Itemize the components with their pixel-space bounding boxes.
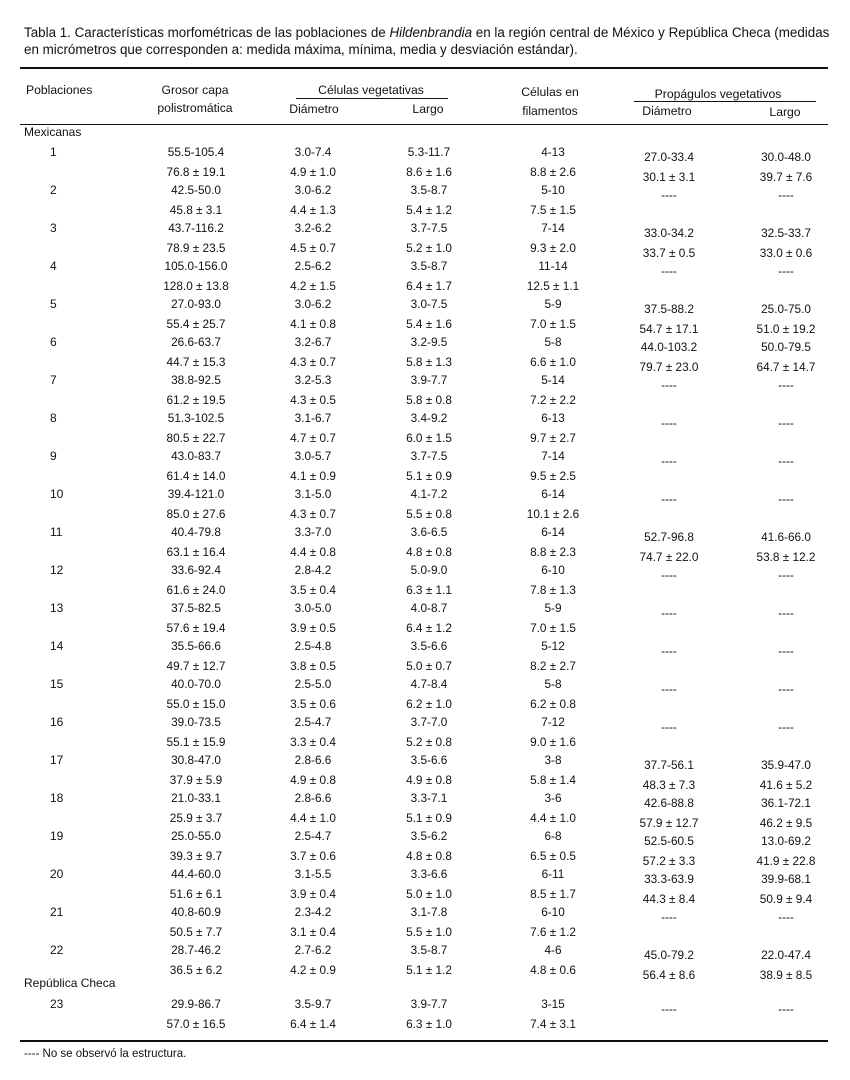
table-cell-diam-mean: 4.4 ± 0.8 bbox=[290, 544, 336, 559]
table-cell-grosor-mean: 36.5 ± 6.2 bbox=[169, 962, 223, 977]
table-cell-pdiam-range: 33.3-63.9 bbox=[644, 872, 694, 886]
table-cell-diam-range: 2.7-6.2 bbox=[294, 943, 332, 957]
table-cell-grosor-mean: 57.6 ± 19.4 bbox=[166, 620, 226, 635]
table-cell-fil-range: 6-10 bbox=[541, 563, 565, 577]
header-prop-largo: Largo bbox=[769, 105, 801, 119]
table-cell-largo-range: 3.7-7.5 bbox=[410, 449, 448, 463]
table-cell-diam-range: 2.5-5.0 bbox=[294, 677, 332, 691]
table-cell-diam-mean: 4.9 ± 1.0 bbox=[290, 164, 336, 179]
table-cell-grosor-mean: 61.2 ± 19.5 bbox=[166, 392, 226, 407]
header-celulas-span-line bbox=[296, 98, 448, 99]
table-cell-fil-mean: 4.4 ± 1.0 bbox=[530, 810, 576, 825]
table-cell-pdiam-mean: 56.4 ± 8.6 bbox=[642, 967, 696, 982]
table-cell-fil-range: 6-8 bbox=[544, 829, 562, 843]
table-cell-fil-mean: 4.8 ± 0.6 bbox=[530, 962, 576, 977]
table-cell-diam-range: 2.5-4.8 bbox=[294, 639, 332, 653]
table-cell-plargo-mean: 33.0 ± 0.6 bbox=[759, 245, 813, 260]
table-cell-fil-range: 7-14 bbox=[541, 221, 565, 235]
table-cell-largo-range: 3.9-7.7 bbox=[410, 997, 448, 1011]
table-cell-diam-mean: 4.1 ± 0.8 bbox=[290, 316, 336, 331]
table-cell-pdiam-range: 52.5-60.5 bbox=[644, 834, 694, 848]
population-number: 18 bbox=[50, 791, 64, 805]
table-cell-largo-mean: 5.5 ± 0.8 bbox=[406, 506, 452, 521]
table-cell-diam-range: 3.1-5.0 bbox=[294, 487, 332, 501]
table-cell-fil-mean: 9.5 ± 2.5 bbox=[530, 468, 576, 483]
table-cell-grosor-range: 40.0-70.0 bbox=[171, 677, 221, 691]
table-cell-plargo-range: 50.0-79.5 bbox=[761, 340, 811, 354]
table-cell-plargo-range: ---- bbox=[778, 188, 794, 202]
header-filamentos-line2: filamentos bbox=[522, 104, 578, 118]
table-cell-grosor-range: 40.4-79.8 bbox=[171, 525, 221, 539]
table-cell-largo-mean: 5.5 ± 1.0 bbox=[406, 924, 452, 939]
table-cell-diam-mean: 4.5 ± 0.7 bbox=[290, 240, 336, 255]
table-cell-fil-range: 5-14 bbox=[541, 373, 565, 387]
table-cell-grosor-range: 42.5-50.0 bbox=[171, 183, 221, 197]
table-cell-diam-range: 3.2-6.2 bbox=[294, 221, 332, 235]
table-cell-plargo-range: 22.0-47.4 bbox=[761, 948, 811, 962]
table-cell-largo-range: 3.7-7.0 bbox=[410, 715, 448, 729]
table-cell-fil-range: 11-14 bbox=[538, 259, 568, 273]
table-cell-pdiam-range: 44.0-103.2 bbox=[640, 340, 698, 354]
caption-suffix: en la región central de México y República Checa (medidas en micrómetros que corresponden a: medida máxima, mínima, media y desviación estándar). bbox=[24, 25, 830, 57]
table-cell-diam-range: 3.5-9.7 bbox=[294, 997, 332, 1011]
table-cell-plargo-range: 41.6-66.0 bbox=[761, 530, 811, 544]
table-cell-plargo-range: ---- bbox=[778, 644, 794, 658]
table-cell-grosor-range: 40.8-60.9 bbox=[171, 905, 221, 919]
table-cell-diam-range: 2.5-4.7 bbox=[294, 715, 332, 729]
table-cell-plargo-mean: 39.7 ± 7.6 bbox=[759, 169, 813, 184]
table-cell-plargo-mean: 51.0 ± 19.2 bbox=[756, 321, 816, 336]
table-cell-fil-mean: 5.8 ± 1.4 bbox=[530, 772, 576, 787]
table-cell-grosor-range: 21.0-33.1 bbox=[171, 791, 221, 805]
table-cell-pdiam-range: ---- bbox=[661, 910, 677, 924]
table-cell-fil-mean: 7.8 ± 1.3 bbox=[530, 582, 576, 597]
population-number: 6 bbox=[50, 335, 57, 349]
table-cell-fil-range: 5-12 bbox=[541, 639, 565, 653]
table-cell-fil-range: 6-14 bbox=[541, 525, 565, 539]
table-cell-largo-mean: 5.0 ± 1.0 bbox=[406, 886, 452, 901]
header-poblaciones: Poblaciones bbox=[26, 83, 93, 97]
population-number: 11 bbox=[50, 525, 63, 539]
table-cell-pdiam-range: ---- bbox=[661, 416, 677, 430]
table-cell-diam-mean: 4.2 ± 1.5 bbox=[290, 278, 336, 293]
table-cell-largo-mean: 6.0 ± 1.5 bbox=[406, 430, 452, 445]
table-cell-fil-mean: 8.8 ± 2.3 bbox=[530, 544, 576, 559]
table-cell-diam-range: 2.8-6.6 bbox=[294, 791, 332, 805]
table-cell-diam-range: 2.3-4.2 bbox=[294, 905, 332, 919]
table-cell-plargo-range: ---- bbox=[778, 264, 794, 278]
table-cell-grosor-mean: 85.0 ± 27.6 bbox=[166, 506, 226, 521]
table-cell-fil-range: 3-15 bbox=[541, 997, 565, 1011]
table-cell-grosor-mean: 61.4 ± 14.0 bbox=[166, 468, 226, 483]
table-cell-fil-mean: 7.0 ± 1.5 bbox=[530, 316, 576, 331]
table-cell-fil-range: 5-9 bbox=[544, 297, 562, 311]
table-cell-largo-mean: 5.4 ± 1.6 bbox=[406, 316, 452, 331]
table-cell-grosor-mean: 55.4 ± 25.7 bbox=[166, 316, 226, 331]
table-cell-largo-range: 3.5-6.6 bbox=[410, 639, 448, 653]
table-cell-fil-range: 7-12 bbox=[541, 715, 565, 729]
table-cell-largo-range: 3.3-7.1 bbox=[410, 791, 448, 805]
table-cell-grosor-mean: 55.0 ± 15.0 bbox=[166, 696, 226, 711]
table-cell-diam-range: 3.0-6.2 bbox=[294, 297, 332, 311]
table-cell-grosor-range: 27.0-93.0 bbox=[171, 297, 221, 311]
table-cell-plargo-range: 36.1-72.1 bbox=[761, 796, 811, 810]
table-cell-pdiam-range: 27.0-33.4 bbox=[644, 150, 694, 164]
table-cell-plargo-range: ---- bbox=[778, 568, 794, 582]
table-cell-largo-range: 3.3-6.6 bbox=[410, 867, 448, 881]
header-prop-diametro: Diámetro bbox=[642, 104, 692, 118]
table-cell-fil-mean: 7.6 ± 1.2 bbox=[530, 924, 576, 939]
table-cell-pdiam-range: ---- bbox=[661, 682, 677, 696]
table-cell-grosor-range: 43.0-83.7 bbox=[171, 449, 221, 463]
table-cell-largo-range: 3.5-6.6 bbox=[410, 753, 448, 767]
table-cell-pdiam-range: ---- bbox=[661, 606, 677, 620]
table-cell-fil-mean: 7.4 ± 3.1 bbox=[530, 1016, 576, 1031]
table-cell-fil-range: 5-9 bbox=[544, 601, 562, 615]
table-cell-diam-mean: 4.2 ± 0.9 bbox=[290, 962, 336, 977]
table-cell-grosor-mean: 25.9 ± 3.7 bbox=[169, 810, 223, 825]
table-cell-plargo-range: ---- bbox=[778, 492, 794, 506]
table-cell-largo-mean: 5.1 ± 0.9 bbox=[406, 810, 452, 825]
table-cell-fil-range: 6-11 bbox=[541, 867, 565, 881]
header-diametro: Diámetro bbox=[289, 102, 339, 116]
table-cell-largo-range: 3.9-7.7 bbox=[410, 373, 448, 387]
table-cell-largo-mean: 5.8 ± 1.3 bbox=[406, 354, 452, 369]
table-cell-largo-mean: 5.4 ± 1.2 bbox=[406, 202, 452, 217]
population-number: 3 bbox=[50, 221, 57, 235]
table-cell-grosor-range: 51.3-102.5 bbox=[167, 411, 225, 425]
table-cell-pdiam-mean: 33.7 ± 0.5 bbox=[642, 245, 696, 260]
table-cell-grosor-range: 39.4-121.0 bbox=[167, 487, 225, 501]
population-number: 22 bbox=[50, 943, 64, 957]
table-cell-fil-range: 6-10 bbox=[541, 905, 565, 919]
table-cell-grosor-mean: 63.1 ± 16.4 bbox=[166, 544, 226, 559]
population-number: 13 bbox=[50, 601, 64, 615]
table-cell-diam-range: 3.2-6.7 bbox=[294, 335, 332, 349]
table-cell-diam-range: 2.5-6.2 bbox=[294, 259, 332, 273]
table-cell-grosor-mean: 128.0 ± 13.8 bbox=[163, 278, 229, 293]
table-cell-largo-mean: 6.4 ± 1.7 bbox=[406, 278, 452, 293]
header-largo: Largo bbox=[412, 102, 444, 116]
table-cell-largo-range: 4.0-8.7 bbox=[410, 601, 448, 615]
table-cell-plargo-range: ---- bbox=[778, 1002, 794, 1016]
table-cell-pdiam-mean: 54.7 ± 17.1 bbox=[639, 321, 699, 336]
table-cell-grosor-mean: 49.7 ± 12.7 bbox=[166, 658, 226, 673]
table-cell-largo-range: 5.3-11.7 bbox=[407, 145, 451, 159]
table-cell-plargo-range: 30.0-48.0 bbox=[761, 150, 811, 164]
table-cell-diam-mean: 4.7 ± 0.7 bbox=[290, 430, 336, 445]
table-cell-largo-range: 4.7-8.4 bbox=[410, 677, 448, 691]
group-mexicanas: Mexicanas bbox=[24, 125, 82, 139]
table-cell-pdiam-range: ---- bbox=[661, 264, 677, 278]
table-cell-pdiam-mean: 48.3 ± 7.3 bbox=[642, 777, 696, 792]
table-cell-grosor-range: 26.6-63.7 bbox=[171, 335, 221, 349]
population-number: 4 bbox=[50, 259, 57, 273]
table-cell-largo-mean: 5.1 ± 0.9 bbox=[406, 468, 452, 483]
table-cell-fil-range: 6-13 bbox=[541, 411, 565, 425]
table-cell-largo-mean: 6.4 ± 1.2 bbox=[406, 620, 452, 635]
population-number: 2 bbox=[50, 183, 57, 197]
table-cell-pdiam-mean: 57.9 ± 12.7 bbox=[639, 815, 699, 830]
table-cell-pdiam-range: ---- bbox=[661, 1002, 677, 1016]
population-number: 15 bbox=[50, 677, 64, 691]
table-cell-diam-range: 3.0-5.7 bbox=[294, 449, 332, 463]
header-celulas-vegetativas: Células vegetativas bbox=[318, 83, 424, 97]
table-cell-largo-range: 3.4-9.2 bbox=[410, 411, 448, 425]
table-cell-largo-range: 3.5-8.7 bbox=[410, 259, 448, 273]
group-republica-checa: República Checa bbox=[24, 976, 116, 990]
table-cell-fil-mean: 10.1 ± 2.6 bbox=[526, 506, 580, 521]
table-cell-grosor-mean: 50.5 ± 7.7 bbox=[169, 924, 223, 939]
table-cell-pdiam-range: 37.5-88.2 bbox=[644, 302, 694, 316]
table-cell-diam-mean: 3.3 ± 0.4 bbox=[290, 734, 336, 749]
table-cell-fil-range: 3-8 bbox=[544, 753, 562, 767]
table-cell-plargo-mean: 38.9 ± 8.5 bbox=[759, 967, 813, 982]
table-cell-largo-range: 3.5-6.2 bbox=[410, 829, 448, 843]
table-cell-fil-mean: 7.5 ± 1.5 bbox=[530, 202, 576, 217]
table-cell-diam-mean: 3.7 ± 0.6 bbox=[290, 848, 336, 863]
table-cell-plargo-range: ---- bbox=[778, 720, 794, 734]
table-top-rule bbox=[20, 67, 828, 69]
table-cell-diam-range: 2.5-4.7 bbox=[294, 829, 332, 843]
table-cell-largo-range: 4.1-7.2 bbox=[410, 487, 448, 501]
table-cell-largo-range: 3.5-8.7 bbox=[410, 183, 448, 197]
table-cell-fil-range: 5-8 bbox=[544, 677, 562, 691]
table-cell-fil-mean: 9.7 ± 2.7 bbox=[530, 430, 576, 445]
table-cell-plargo-mean: 64.7 ± 14.7 bbox=[756, 359, 816, 374]
table-cell-largo-mean: 4.9 ± 0.8 bbox=[406, 772, 452, 787]
table-cell-grosor-mean: 76.8 ± 19.1 bbox=[166, 164, 226, 179]
table-cell-plargo-range: 35.9-47.0 bbox=[761, 758, 811, 772]
table-cell-fil-mean: 12.5 ± 1.1 bbox=[526, 278, 580, 293]
table-cell-largo-range: 3.2-9.5 bbox=[410, 335, 448, 349]
table-cell-fil-range: 4-6 bbox=[544, 943, 562, 957]
table-cell-fil-mean: 6.6 ± 1.0 bbox=[530, 354, 576, 369]
table-cell-pdiam-mean: 74.7 ± 22.0 bbox=[639, 549, 699, 564]
table-cell-fil-mean: 8.8 ± 2.6 bbox=[530, 164, 576, 179]
table-cell-diam-mean: 3.1 ± 0.4 bbox=[290, 924, 336, 939]
table-cell-fil-range: 5-8 bbox=[544, 335, 562, 349]
table-cell-plargo-range: 32.5-33.7 bbox=[761, 226, 811, 240]
table-cell-largo-mean: 5.2 ± 0.8 bbox=[406, 734, 452, 749]
table-cell-fil-range: 3-6 bbox=[544, 791, 562, 805]
table-cell-grosor-mean: 37.9 ± 5.9 bbox=[169, 772, 223, 787]
table-cell-plargo-range: ---- bbox=[778, 454, 794, 468]
table-cell-grosor-range: 35.5-66.6 bbox=[171, 639, 221, 653]
table-cell-largo-range: 3.0-7.5 bbox=[410, 297, 448, 311]
population-number: 7 bbox=[50, 373, 57, 387]
table-cell-grosor-range: 44.4-60.0 bbox=[171, 867, 221, 881]
table-cell-grosor-mean: 55.1 ± 15.9 bbox=[166, 734, 226, 749]
population-number: 19 bbox=[50, 829, 64, 843]
table-cell-diam-mean: 3.8 ± 0.5 bbox=[290, 658, 336, 673]
table-cell-fil-range: 6-14 bbox=[541, 487, 565, 501]
table-cell-largo-range: 3.6-6.5 bbox=[410, 525, 448, 539]
table-cell-grosor-range: 25.0-55.0 bbox=[171, 829, 221, 843]
table-cell-largo-mean: 5.2 ± 1.0 bbox=[406, 240, 452, 255]
table-cell-plargo-mean: 46.2 ± 9.5 bbox=[759, 815, 813, 830]
population-number: 5 bbox=[50, 297, 57, 311]
table-cell-plargo-range: 39.9-68.1 bbox=[761, 872, 811, 886]
caption-genus: Hildenbrandia bbox=[389, 25, 473, 40]
table-cell-fil-range: 7-14 bbox=[541, 449, 565, 463]
table-cell-pdiam-mean: 44.3 ± 8.4 bbox=[642, 891, 696, 906]
header-filamentos-line1: Células en bbox=[521, 85, 579, 99]
table-cell-diam-range: 3.1-5.5 bbox=[294, 867, 332, 881]
table-cell-largo-range: 3.7-7.5 bbox=[410, 221, 448, 235]
table-cell-pdiam-range: 42.6-88.8 bbox=[644, 796, 694, 810]
table-cell-largo-mean: 6.3 ± 1.1 bbox=[406, 582, 452, 597]
table-cell-grosor-range: 33.6-92.4 bbox=[171, 563, 221, 577]
table-cell-diam-mean: 3.9 ± 0.5 bbox=[290, 620, 336, 635]
table-cell-pdiam-range: ---- bbox=[661, 378, 677, 392]
table-cell-pdiam-mean: 30.1 ± 3.1 bbox=[642, 169, 696, 184]
table-cell-grosor-range: 39.0-73.5 bbox=[171, 715, 221, 729]
table-cell-pdiam-range: ---- bbox=[661, 188, 677, 202]
table-cell-pdiam-range: 52.7-96.8 bbox=[644, 530, 694, 544]
table-cell-largo-mean: 5.0 ± 0.7 bbox=[406, 658, 452, 673]
table-cell-largo-range: 5.0-9.0 bbox=[410, 563, 448, 577]
table-cell-diam-mean: 3.5 ± 0.6 bbox=[290, 696, 336, 711]
table-cell-fil-mean: 9.0 ± 1.6 bbox=[530, 734, 576, 749]
table-cell-plargo-range: ---- bbox=[778, 416, 794, 430]
table-cell-largo-mean: 8.6 ± 1.6 bbox=[406, 164, 452, 179]
table-cell-grosor-range: 30.8-47.0 bbox=[171, 753, 221, 767]
table-cell-diam-mean: 4.9 ± 0.8 bbox=[290, 772, 336, 787]
table-cell-diam-mean: 4.3 ± 0.7 bbox=[290, 354, 336, 369]
table-cell-pdiam-mean: 57.2 ± 3.3 bbox=[642, 853, 696, 868]
table-cell-pdiam-range: ---- bbox=[661, 644, 677, 658]
population-number: 23 bbox=[50, 997, 64, 1011]
table-cell-largo-mean: 6.3 ± 1.0 bbox=[406, 1016, 452, 1031]
table-cell-plargo-range: 13.0-69.2 bbox=[761, 834, 811, 848]
table-cell-fil-mean: 7.0 ± 1.5 bbox=[530, 620, 576, 635]
table-cell-diam-range: 3.0-5.0 bbox=[294, 601, 332, 615]
table-cell-grosor-range: 55.5-105.4 bbox=[167, 145, 225, 159]
table-cell-largo-mean: 5.1 ± 1.2 bbox=[406, 962, 452, 977]
table-cell-diam-range: 2.8-4.2 bbox=[294, 563, 332, 577]
table-cell-largo-mean: 5.8 ± 0.8 bbox=[406, 392, 452, 407]
table-cell-grosor-mean: 78.9 ± 23.5 bbox=[166, 240, 226, 255]
table-cell-grosor-mean: 51.6 ± 6.1 bbox=[169, 886, 223, 901]
table-cell-diam-mean: 4.3 ± 0.5 bbox=[290, 392, 336, 407]
table-cell-fil-mean: 6.2 ± 0.8 bbox=[530, 696, 576, 711]
table-cell-largo-mean: 4.8 ± 0.8 bbox=[406, 544, 452, 559]
table-cell-fil-mean: 8.5 ± 1.7 bbox=[530, 886, 576, 901]
table-cell-plargo-range: ---- bbox=[778, 910, 794, 924]
table-cell-diam-range: 3.2-5.3 bbox=[294, 373, 332, 387]
table-cell-grosor-mean: 45.8 ± 3.1 bbox=[169, 202, 223, 217]
table-cell-largo-mean: 6.2 ± 1.0 bbox=[406, 696, 452, 711]
table-cell-grosor-mean: 44.7 ± 15.3 bbox=[166, 354, 226, 369]
table-cell-diam-range: 3.1-6.7 bbox=[294, 411, 332, 425]
table-cell-grosor-range: 105.0-156.0 bbox=[164, 259, 228, 273]
population-number: 10 bbox=[50, 487, 64, 501]
table-cell-plargo-mean: 41.6 ± 5.2 bbox=[759, 777, 813, 792]
table-cell-pdiam-range: 33.0-34.2 bbox=[644, 226, 694, 240]
table-cell-pdiam-range: ---- bbox=[661, 492, 677, 506]
table-cell-pdiam-range: ---- bbox=[661, 568, 677, 582]
footnote: ---- No se observó la estructura. bbox=[24, 1048, 187, 1060]
table-cell-largo-range: 3.5-8.7 bbox=[410, 943, 448, 957]
table-cell-pdiam-range: 37.7-56.1 bbox=[644, 758, 694, 772]
population-number: 1 bbox=[50, 145, 57, 159]
table-caption bbox=[24, 24, 832, 58]
table-cell-pdiam-range: 45.0-79.2 bbox=[644, 948, 694, 962]
table-cell-grosor-range: 43.7-116.2 bbox=[168, 221, 224, 235]
table-cell-pdiam-range: ---- bbox=[661, 454, 677, 468]
table-cell-fil-mean: 8.2 ± 2.7 bbox=[530, 658, 576, 673]
population-number: 9 bbox=[50, 449, 57, 463]
table-cell-plargo-mean: 50.9 ± 9.4 bbox=[759, 891, 813, 906]
table-cell-plargo-range: ---- bbox=[778, 606, 794, 620]
table-cell-diam-mean: 3.5 ± 0.4 bbox=[290, 582, 336, 597]
table-cell-plargo-mean: 41.9 ± 22.8 bbox=[756, 853, 816, 868]
table-cell-diam-mean: 4.3 ± 0.7 bbox=[290, 506, 336, 521]
table-cell-diam-mean: 6.4 ± 1.4 bbox=[290, 1016, 336, 1031]
table-cell-grosor-range: 37.5-82.5 bbox=[171, 601, 221, 615]
table-cell-diam-range: 2.8-6.6 bbox=[294, 753, 332, 767]
table-cell-diam-range: 3.0-6.2 bbox=[294, 183, 332, 197]
table-cell-grosor-mean: 39.3 ± 9.7 bbox=[169, 848, 223, 863]
table-cell-diam-mean: 3.9 ± 0.4 bbox=[290, 886, 336, 901]
table-cell-largo-range: 3.1-7.8 bbox=[410, 905, 448, 919]
table-cell-diam-mean: 4.4 ± 1.0 bbox=[290, 810, 336, 825]
population-number: 16 bbox=[50, 715, 64, 729]
population-number: 20 bbox=[50, 867, 64, 881]
table-cell-diam-mean: 4.4 ± 1.3 bbox=[290, 202, 336, 217]
population-number: 14 bbox=[50, 639, 64, 653]
table-cell-plargo-range: ---- bbox=[778, 682, 794, 696]
caption-prefix: Tabla 1. Características morfométricas de las poblaciones de bbox=[24, 25, 390, 40]
table-cell-diam-range: 3.0-7.4 bbox=[294, 145, 332, 159]
table-header-rule bbox=[20, 124, 828, 125]
table-cell-plargo-range: ---- bbox=[778, 378, 794, 392]
table-cell-grosor-mean: 80.5 ± 22.7 bbox=[166, 430, 226, 445]
population-number: 8 bbox=[50, 411, 57, 425]
header-grosor-line2: polistromática bbox=[157, 101, 233, 115]
table-cell-grosor-range: 38.8-92.5 bbox=[171, 373, 221, 387]
table-cell-diam-mean: 4.1 ± 0.9 bbox=[290, 468, 336, 483]
table-cell-fil-range: 4-13 bbox=[541, 145, 565, 159]
table-cell-pdiam-mean: 79.7 ± 23.0 bbox=[639, 359, 699, 374]
table-cell-diam-range: 3.3-7.0 bbox=[294, 525, 332, 539]
table-cell-grosor-mean: 61.6 ± 24.0 bbox=[166, 582, 226, 597]
table-cell-largo-mean: 4.8 ± 0.8 bbox=[406, 848, 452, 863]
table-cell-fil-range: 5-10 bbox=[541, 183, 565, 197]
table-cell-pdiam-range: ---- bbox=[661, 720, 677, 734]
table-cell-grosor-range: 29.9-86.7 bbox=[171, 997, 221, 1011]
header-propagulos: Propágulos vegetativos bbox=[654, 87, 782, 101]
table-bottom-rule bbox=[20, 1040, 828, 1042]
table-cell-fil-mean: 6.5 ± 0.5 bbox=[530, 848, 576, 863]
table-cell-plargo-range: 25.0-75.0 bbox=[761, 302, 811, 316]
population-number: 12 bbox=[50, 563, 64, 577]
table-cell-fil-mean: 7.2 ± 2.2 bbox=[530, 392, 576, 407]
header-propagulos-span-line bbox=[634, 101, 816, 102]
header-grosor-line1: Grosor capa bbox=[161, 83, 229, 97]
table-cell-fil-mean: 9.3 ± 2.0 bbox=[530, 240, 576, 255]
population-number: 17 bbox=[50, 753, 64, 767]
table-cell-grosor-range: 28.7-46.2 bbox=[171, 943, 221, 957]
table-cell-plargo-mean: 53.8 ± 12.2 bbox=[756, 549, 816, 564]
population-number: 21 bbox=[50, 905, 64, 919]
table-cell-grosor-mean: 57.0 ± 16.5 bbox=[166, 1016, 226, 1031]
